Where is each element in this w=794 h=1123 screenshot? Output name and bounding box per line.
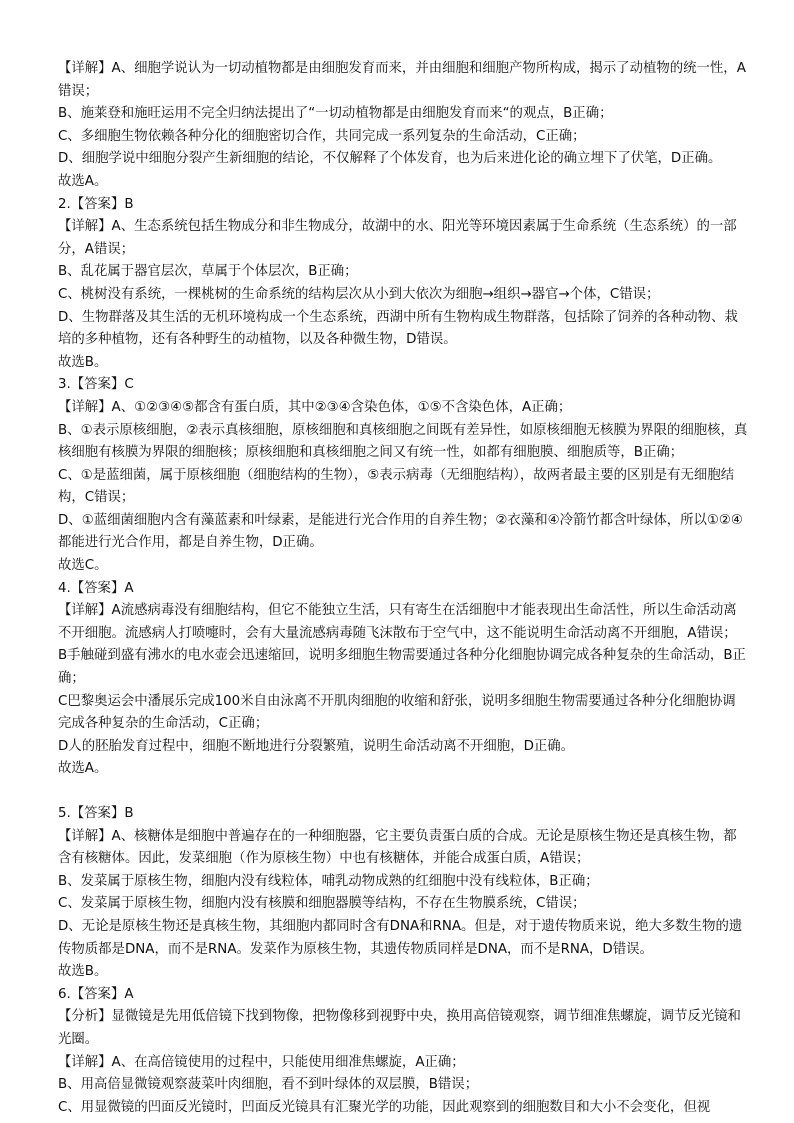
text-line: 故选B。 [58,354,108,370]
text-line: 故选C。 [58,558,108,574]
text-line: 【详解】A、核糖体是细胞中普遍存在的一种细胞器，它主要负责蛋白质的合成。无论是原核生物还是真核生物，都含有核糖体。因此，发菜细胞（作为原核生物）中也有核糖体，并能合成蛋白质，A错误； [58,828,737,867]
text-line: 【详解】A流感病毒没有细胞结构，但它不能独立生活，只有寄生在活细胞中才能表现出生命活性，所以生命活动离不开细胞。流感病人打喷嚏时，会有大量流感病毒随飞沫散布于空气中，这不能说明生命活动离不开细胞，A错误； [58,603,737,641]
text-line: 【详解】A、细胞学说认为一切动植物都是由细胞发育而来，并由细胞和细胞产物所构成，揭示了动植物的统一性，A错误； [58,61,746,99]
text-line: B、①表示原核细胞，②表示真核细胞，原核细胞和真核细胞之间既有差异性，如原核细胞无核膜为界限的细胞核，真核细胞有核膜为界限的细胞核；原核细胞和真核细胞之间又有统一性，如都有细胞膜、细胞质等，B正确； [58,422,748,461]
text-line: D、①蓝细菌细胞内含有藻蓝素和叶绿素，是能进行光合作用的自养生物；②衣藻和④冷箭竹都含叶绿体，所以①②④都能进行光合作用，都是自养生物，D正确。 [58,512,743,551]
text-line: 【详解】A、在高倍镜使用的过程中，只能使用细准焦螺旋，A正确； [58,1054,465,1070]
text-line: 【详解】A、生态系统包括生物成分和非生物成分，故湖中的水、阳光等环境因素属于生命系统（生态系统）的一部分，A错误； [58,219,737,257]
text-line: B、乱花属于器官层次，草属于个体层次，B正确； [58,264,358,280]
blank-line [58,781,748,803]
answer-heading: 6.【答案】A [58,986,134,1002]
text-line: C、发菜属于原核生物，细胞内没有核膜和细胞器膜等结构，不存在生物膜系统，C错误； [58,896,586,912]
text-line: C、多细胞生物依赖各种分化的细胞密切合作，共同完成一系列复杂的生命活动，C正确； [58,128,586,144]
text-line: D、无论是原核生物还是真核生物，其细胞内都同时含有DNA和RNA。但是，对于遗传物质来说，绝大多数生物的遗传物质都是DNA，而不是RNA。发菜作为原核生物，其遗传物质同样是DNA，而不是RNA，D错误。 [58,918,743,957]
text-line: C、桃树没有系统，一棵桃树的生命系统的结构层次从小到大依次为细胞→组织→器官→个体，C错误； [58,286,660,302]
text-line: C巴黎奥运会中潘展乐完成100米自由泳离不开肌肉细胞的收缩和舒张，说明多细胞生物需要通过各种分化细胞协调完成各种复杂的生命活动，C正确； [58,693,736,732]
text-line: D人的胚胎发育过程中，细胞不断地进行分裂繁殖，说明生命活动离不开细胞，D正确。 [58,738,575,754]
answer-heading: 2.【答案】B [58,196,134,212]
text-line: B、施莱登和施旺运用不完全归纳法提出了“一切动植物都是由细胞发育而来“的观点，B正确； [58,106,613,122]
answer-heading: 3.【答案】C [58,377,134,393]
text-line: B、发菜属于原核生物，细胞内没有线粒体，哺乳动物成熟的红细胞中没有线粒体，B正确； [58,873,599,889]
text-line: B手触碰到盛有沸水的电水壶会迅速缩回，说明多细胞生物需要通过各种分化细胞协调完成各种复杂的生命活动，B正确； [58,648,746,687]
answer-page [58,58,748,1119]
text-line: C、①是蓝细菌，属于原核细胞（细胞结构的生物），⑤表示病毒（无细胞结构），故两者最主要的区别是有无细胞结构，C错误； [58,467,735,506]
text-line: D、生物群落及其生活的无机环境构成一个生态系统，西湖中所有生物构成生物群落，包括除了饲养的各种动物、栽培的多种植物，还有各种野生的动植物，以及各种微生物，D错误。 [58,309,738,348]
text-line: 故选A。 [58,173,108,189]
text-line: D、细胞学说中细胞分裂产生新细胞的结论，不仅解释了个体发育，也为后来进化论的确立埋下了伏笔，D正确。 [58,151,722,167]
text-line: 【分析】显微镜是先用低倍镜下找到物像，把物像移到视野中央，换用高倍镜观察，调节细准焦螺旋，调节反光镜和光圈。 [58,1009,741,1047]
text-line: B、用高倍显微镜观察菠菜叶肉细胞，看不到叶绿体的双层膜，B错误； [58,1077,479,1093]
text-line: 故选B。 [58,964,108,980]
text-line: C、用显微镜的凹面反光镜时，凹面反光镜具有汇聚光学的功能，因此观察到的细胞数目和大小不会变化，但视 [58,1099,711,1115]
answer-heading: 5.【答案】B [58,806,134,821]
text-line: 【详解】A、①②③④⑤都含有蛋白质，其中②③④含染色体，①⑤不含染色体，A正确； [58,399,572,415]
answer-heading: 4.【答案】A [58,580,134,596]
text-line: 故选A。 [58,761,108,777]
